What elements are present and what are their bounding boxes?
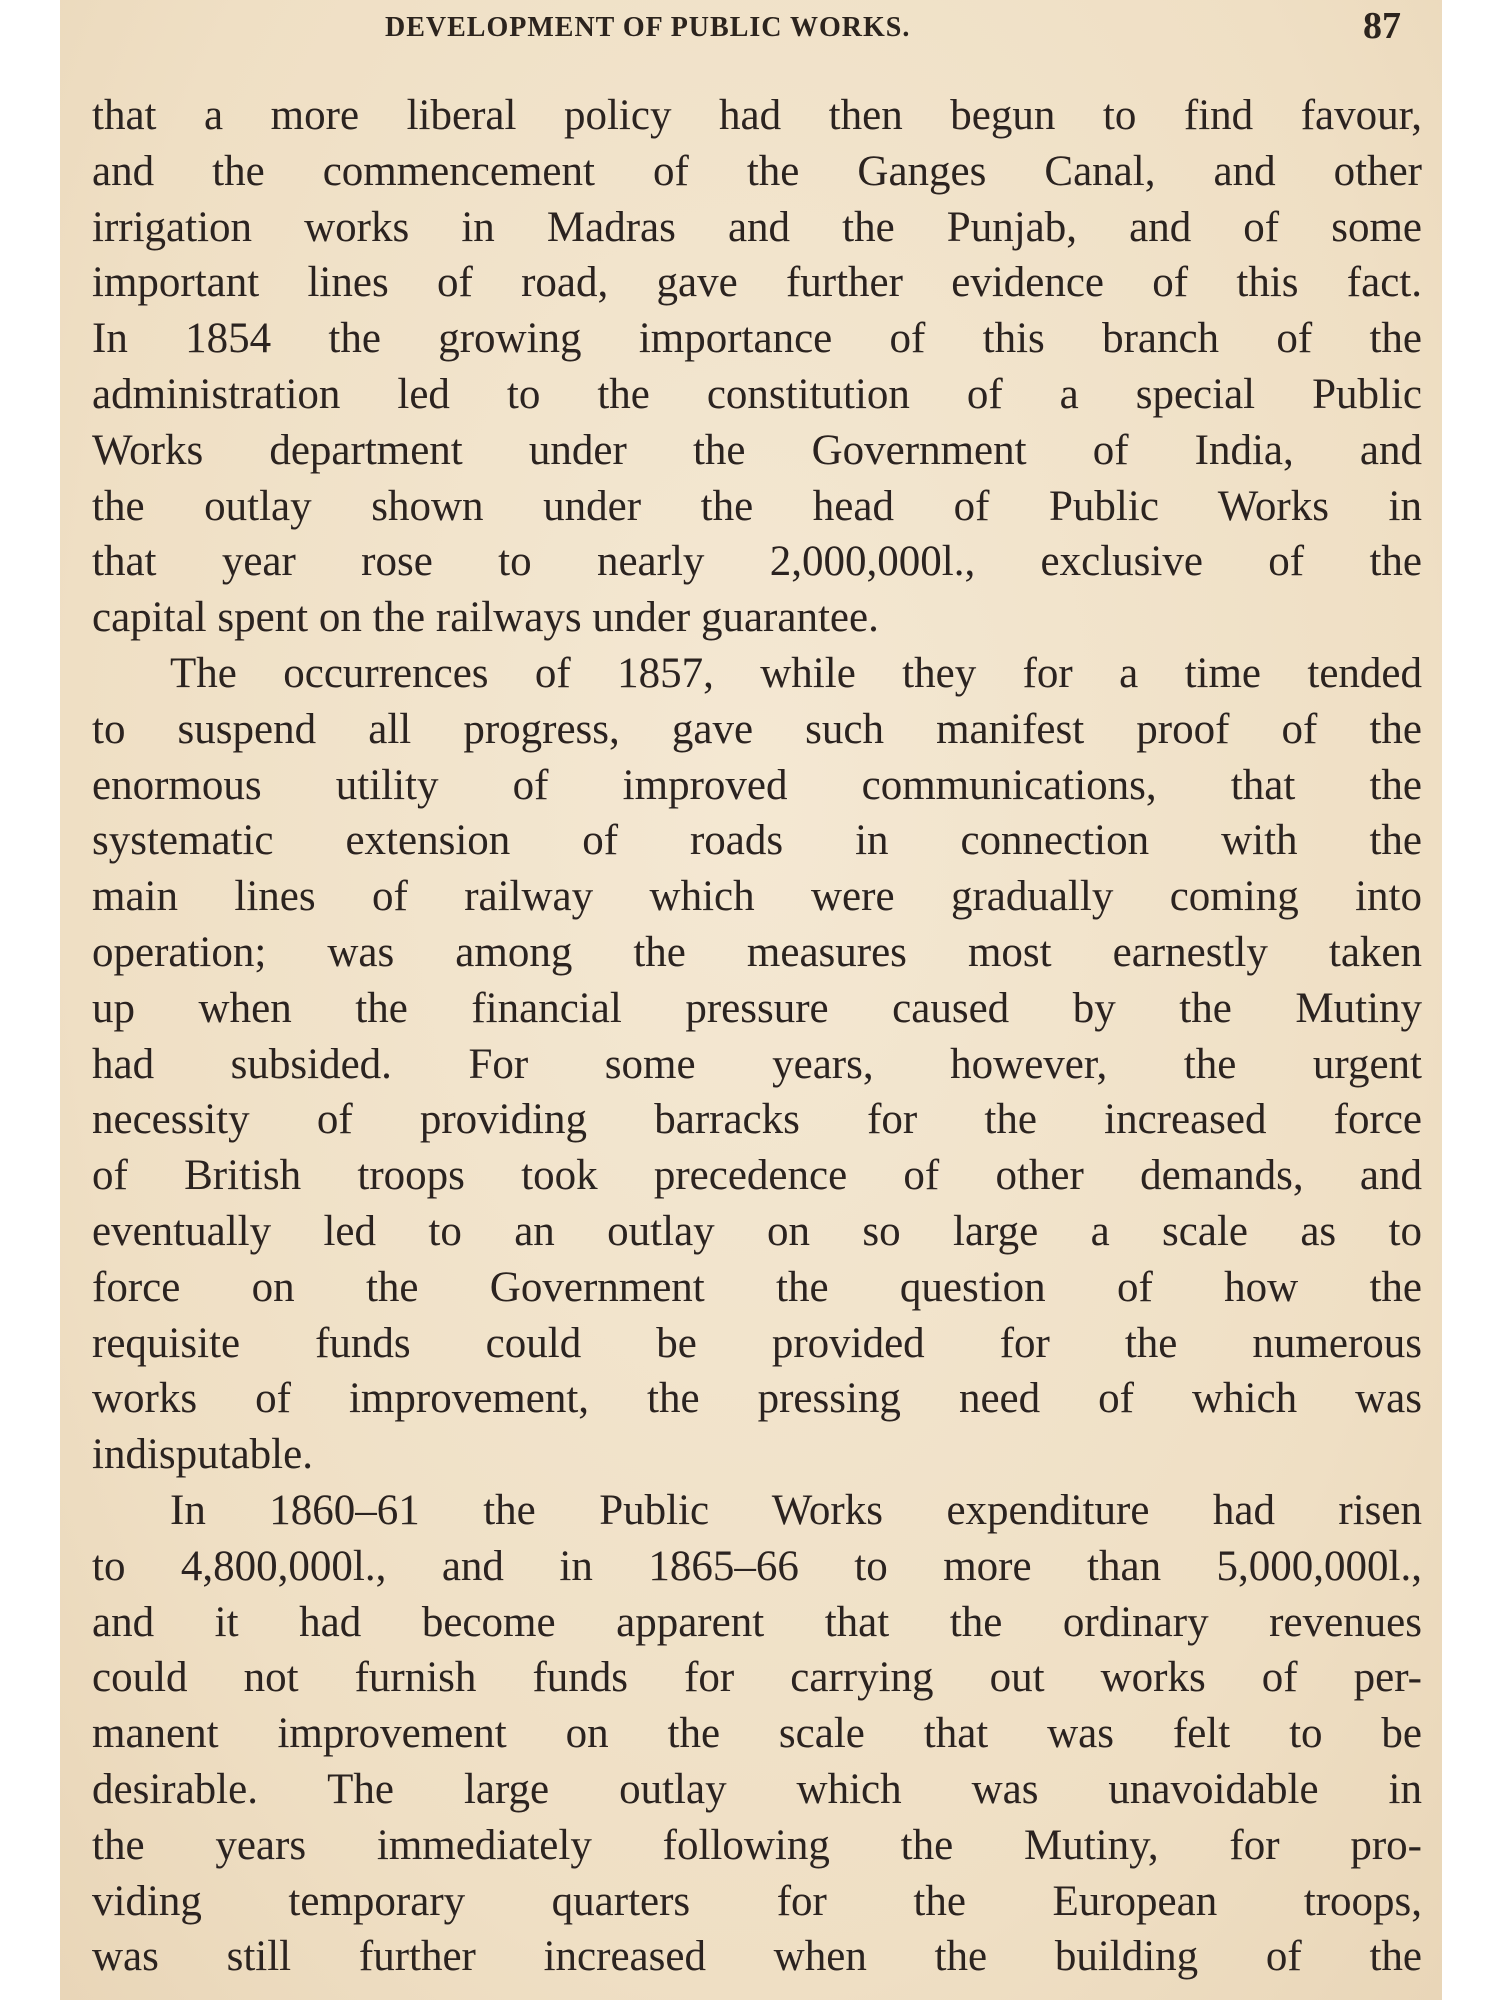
text-line: force on the Government the question of how the (92, 1263, 1422, 1311)
text-line: that a more liberal policy had then begun to find favour, (92, 92, 1422, 139)
text-line: the years immediately following the Mutiny, for pro- (92, 1821, 1422, 1869)
page-number: 87 (1363, 5, 1401, 47)
text-line: of British troops took precedence of other demands, and (92, 1152, 1422, 1200)
text-line: to 4,800,000l., and in 1865–66 to more than 5,000,000l., (92, 1542, 1422, 1590)
text-line: irrigation works in Madras and the Punjab, and of some (92, 203, 1422, 251)
text-line: up when the financial pressure caused by the Mutiny (92, 984, 1422, 1032)
text-line: enormous utility of improved communications, that the (92, 761, 1422, 809)
text-line: and the commencement of the Ganges Canal, and other (92, 147, 1422, 195)
text-line: desirable. The large outlay which was unavoidable in (92, 1765, 1422, 1813)
paragraph-first-line: In 1860–61 the Public Works expenditure had risen (170, 1486, 1422, 1534)
paragraph-first-line: The occurrences of 1857, while they for a time tended (170, 649, 1422, 697)
text-line: capital spent on the railways under guarantee. (92, 594, 879, 642)
text-line: viding temporary quarters for the European troops, (92, 1877, 1422, 1925)
book-page (60, 0, 1442, 2000)
text-line: was still further increased when the building of the (92, 1933, 1422, 1981)
text-line: the outlay shown under the head of Public Works in (92, 482, 1422, 530)
text-line: had subsided. For some years, however, the urgent (92, 1040, 1422, 1088)
text-line: eventually led to an outlay on so large a scale as to (92, 1207, 1422, 1255)
body-text (92, 88, 1422, 1985)
running-head: DEVELOPMENT OF PUBLIC WORKS. (385, 12, 911, 43)
text-line: and it had become apparent that the ordinary revenues (92, 1598, 1422, 1646)
text-line: main lines of railway which were gradually coming into (92, 873, 1422, 921)
text-line: In 1854 the growing importance of this branch of the (92, 315, 1422, 363)
text-line: manent improvement on the scale that was felt to be (92, 1710, 1422, 1758)
page-header (60, 0, 1442, 60)
text-line: indisputable. (92, 1431, 313, 1479)
text-line: necessity of providing barracks for the increased force (92, 1096, 1422, 1144)
text-line: could not furnish funds for carrying out works of per- (92, 1654, 1422, 1702)
text-line: works of improvement, the pressing need of which was (92, 1375, 1422, 1423)
text-line: to suspend all progress, gave such manifest proof of the (92, 705, 1422, 753)
text-line: operation; was among the measures most earnestly taken (92, 928, 1422, 976)
text-line: important lines of road, gave further evidence of this fact. (92, 259, 1422, 307)
text-line: that year rose to nearly 2,000,000l., exclusive of the (92, 538, 1422, 586)
text-line: systematic extension of roads in connection with the (92, 817, 1422, 865)
text-line: requisite funds could be provided for the numerous (92, 1319, 1422, 1367)
text-line: administration led to the constitution of a special Public (92, 370, 1422, 418)
text-line: Works department under the Government of India, and (92, 426, 1422, 474)
